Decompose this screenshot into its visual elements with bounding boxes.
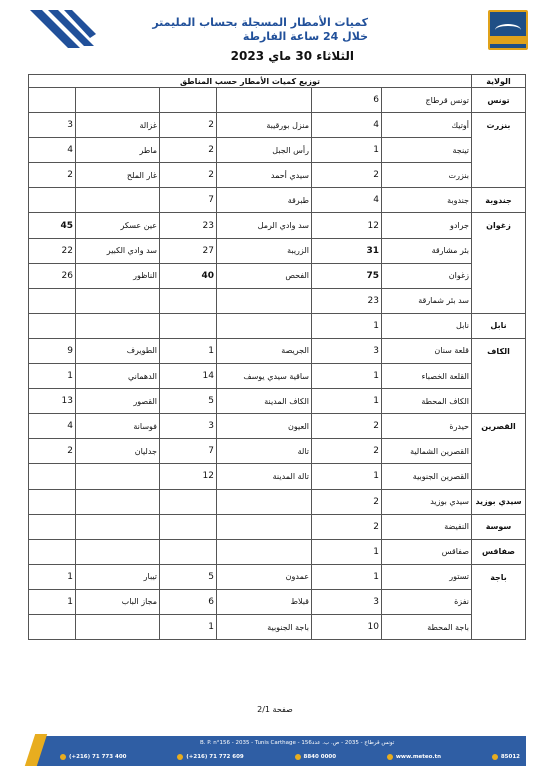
rainfall-value: 14: [160, 364, 217, 389]
station-name: جرادو: [382, 213, 472, 238]
rainfall-value: [29, 88, 76, 113]
station-name: تالة المدينة: [217, 464, 312, 489]
station-name: بنزرت: [382, 163, 472, 188]
rainfall-value: 2: [312, 439, 382, 464]
inm-logo: [488, 10, 528, 50]
wilaya-cell: [472, 238, 526, 263]
station-name: النفيضة: [382, 514, 472, 539]
station-name: مجاز الباب: [76, 589, 160, 614]
station-name: [76, 464, 160, 489]
table-row: [29, 338, 526, 363]
station-name: قلعة سنان: [382, 338, 472, 363]
table-header-row: [29, 75, 526, 88]
rainfall-value: 40: [160, 263, 217, 288]
rainfall-value: [29, 188, 76, 213]
table-row: [29, 238, 526, 263]
rainfall-value: 6: [312, 88, 382, 113]
rainfall-value: 3: [29, 113, 76, 138]
rainfall-value: 75: [312, 263, 382, 288]
footer-address: B. P. n°156 - 2035 - Tunis Carthage - تونس قرطاج - 2035 - ص. ب. عدد156: [200, 740, 395, 746]
station-name: غزالة: [76, 113, 160, 138]
globe-icon: [387, 754, 393, 760]
wilaya-cell: [472, 364, 526, 389]
station-name: ماطر: [76, 138, 160, 163]
station-name: عين عسكر: [76, 213, 160, 238]
rainfall-value: 4: [29, 414, 76, 439]
rainfall-value: [160, 288, 217, 313]
station-name: سيدي أحمد: [217, 163, 312, 188]
rainfall-value: [160, 313, 217, 338]
station-name: الناظور: [76, 263, 160, 288]
table-row: [29, 263, 526, 288]
wilaya-cell: [472, 389, 526, 414]
rainfall-value: 1: [160, 614, 217, 639]
title-line-2: خلال 24 ساعة الفارطة: [242, 30, 368, 43]
station-name: القصرين الجنوبية: [382, 464, 472, 489]
rainfall-value: 23: [160, 213, 217, 238]
station-name: قبلاط: [217, 589, 312, 614]
footer-contacts: [60, 754, 520, 760]
footer-phone-2: (+216) 71 772 609: [177, 754, 243, 760]
distribution-column-header: توزيع كميات الأمطار حسب المناطق: [29, 75, 472, 88]
page-footer: [0, 732, 550, 780]
station-name: جدليان: [76, 439, 160, 464]
rainfall-value: 5: [160, 389, 217, 414]
table-row: [29, 213, 526, 238]
footer-phone-3: 8840 0000: [295, 754, 337, 760]
station-name: [217, 489, 312, 514]
station-name: باجة الجنوبية: [217, 614, 312, 639]
station-name: حيدرة: [382, 414, 472, 439]
rainfall-value: 1: [29, 364, 76, 389]
wilaya-cell: [472, 263, 526, 288]
table-row: [29, 464, 526, 489]
station-name: الطويرف: [76, 338, 160, 363]
station-name: طبرقة: [217, 188, 312, 213]
wilaya-cell: [472, 464, 526, 489]
wilaya-cell: سوسة: [472, 514, 526, 539]
rainfall-value: 1: [312, 564, 382, 589]
station-name: القصور: [76, 389, 160, 414]
wilaya-cell: نابل: [472, 313, 526, 338]
station-name: عمدون: [217, 564, 312, 589]
wilaya-cell: صفاقس: [472, 539, 526, 564]
station-name: بئر مشارقة: [382, 238, 472, 263]
rainfall-value: 2: [160, 113, 217, 138]
station-name: [217, 514, 312, 539]
wilaya-cell: [472, 163, 526, 188]
station-name: الزريبة: [217, 238, 312, 263]
rainfall-value: 3: [312, 338, 382, 363]
sun-band-icon: [490, 36, 526, 44]
station-name: تيبار: [76, 564, 160, 589]
station-name: تينجة: [382, 138, 472, 163]
wilaya-cell: [472, 138, 526, 163]
decorative-stripes-icon: [28, 8, 98, 53]
wilaya-column-header: الولاية: [472, 75, 526, 88]
rainfall-value: 3: [160, 414, 217, 439]
rainfall-value: [160, 539, 217, 564]
rainfall-value: [29, 489, 76, 514]
table-row: [29, 539, 526, 564]
station-name: [217, 288, 312, 313]
station-name: تستور: [382, 564, 472, 589]
station-name: الدهماني: [76, 364, 160, 389]
station-name: [76, 88, 160, 113]
phone-icon: [295, 754, 301, 760]
station-name: صفاقس: [382, 539, 472, 564]
rainfall-value: 1: [29, 564, 76, 589]
station-name: [76, 539, 160, 564]
station-name: نابل: [382, 313, 472, 338]
rainfall-value: 1: [312, 464, 382, 489]
rainfall-value: 1: [160, 338, 217, 363]
rainfall-value: 9: [29, 338, 76, 363]
rainfall-value: 12: [312, 213, 382, 238]
rainfall-value: [160, 489, 217, 514]
table-row: [29, 439, 526, 464]
rainfall-value: 1: [29, 589, 76, 614]
table-row: [29, 564, 526, 589]
station-name: فوسانة: [76, 414, 160, 439]
station-name: تالة: [217, 439, 312, 464]
station-name: [76, 489, 160, 514]
table-row: [29, 163, 526, 188]
rainfall-value: [160, 514, 217, 539]
rainfall-value: 2: [29, 439, 76, 464]
wilaya-cell: زغوان: [472, 213, 526, 238]
rainfall-value: [29, 313, 76, 338]
station-name: أوتيك: [382, 113, 472, 138]
rainfall-value: 3: [312, 589, 382, 614]
footer-phone-4: 85012: [492, 754, 520, 760]
rainfall-value: [29, 464, 76, 489]
station-name: باجة المحطة: [382, 614, 472, 639]
rainfall-value: 7: [160, 439, 217, 464]
table-row: [29, 364, 526, 389]
table-row: [29, 414, 526, 439]
table-row: [29, 389, 526, 414]
station-name: نفزة: [382, 589, 472, 614]
station-name: [76, 313, 160, 338]
rainfall-value: 2: [312, 489, 382, 514]
wilaya-cell: الكاف: [472, 338, 526, 363]
station-name: ساقية سيدي يوسف: [217, 364, 312, 389]
table-row: [29, 614, 526, 639]
station-name: سد وادي الرمل: [217, 213, 312, 238]
rainfall-value: 26: [29, 263, 76, 288]
title-line-1: كميات الأمطار المسجلة بحساب المليمتر: [152, 16, 368, 29]
table-row: [29, 489, 526, 514]
phone-icon: [492, 754, 498, 760]
wilaya-cell: بنزرت: [472, 113, 526, 138]
rainfall-value: [29, 514, 76, 539]
rainfall-value: 4: [312, 188, 382, 213]
station-name: غار الملح: [76, 163, 160, 188]
rainfall-value: 13: [29, 389, 76, 414]
rainfall-value: 27: [160, 238, 217, 263]
rainfall-value: 10: [312, 614, 382, 639]
rainfall-value: 2: [312, 514, 382, 539]
phone-icon: [60, 754, 66, 760]
table-row: [29, 138, 526, 163]
station-name: سيدي بوزيد: [382, 489, 472, 514]
station-name: [217, 88, 312, 113]
rainfall-value: 1: [312, 138, 382, 163]
station-name: سد وادي الكبير: [76, 238, 160, 263]
wilaya-cell: سيدي بوزيد: [472, 489, 526, 514]
footer-website[interactable]: www.meteo.tn: [387, 754, 441, 760]
rainfall-value: 2: [29, 163, 76, 188]
rainfall-value: 2: [312, 414, 382, 439]
station-name: [217, 313, 312, 338]
rainfall-value: 2: [160, 163, 217, 188]
table-row: [29, 113, 526, 138]
station-name: [76, 188, 160, 213]
station-name: القلعة الخصباء: [382, 364, 472, 389]
wilaya-cell: [472, 288, 526, 313]
rainfall-value: 1: [312, 389, 382, 414]
table-row: [29, 88, 526, 113]
station-name: [76, 288, 160, 313]
rainfall-value: 1: [312, 313, 382, 338]
rainfall-value: 12: [160, 464, 217, 489]
wilaya-cell: القصرين: [472, 414, 526, 439]
station-name: [76, 514, 160, 539]
station-name: الفحص: [217, 263, 312, 288]
rainfall-value: 31: [312, 238, 382, 263]
station-name: [217, 539, 312, 564]
station-name: القصرين الشمالية: [382, 439, 472, 464]
table-row: [29, 589, 526, 614]
wave-icon: [495, 24, 521, 36]
station-name: سد بئر شمارقة: [382, 288, 472, 313]
rainfall-table: [28, 74, 526, 640]
report-date: الثلاثاء 30 ماي 2023: [230, 49, 354, 63]
rainfall-value: 1: [312, 539, 382, 564]
rainfall-value: 22: [29, 238, 76, 263]
station-name: جندوبة: [382, 188, 472, 213]
wilaya-cell: جندوبة: [472, 188, 526, 213]
station-name: الجريصة: [217, 338, 312, 363]
station-name: تونس قرطاج: [382, 88, 472, 113]
wilaya-cell: تونس: [472, 88, 526, 113]
rainfall-value: 2: [312, 163, 382, 188]
station-name: الكاف المدينة: [217, 389, 312, 414]
wilaya-cell: باجة: [472, 564, 526, 589]
rainfall-value: 45: [29, 213, 76, 238]
rainfall-value: [160, 88, 217, 113]
station-name: رأس الجبل: [217, 138, 312, 163]
rainfall-value: 2: [160, 138, 217, 163]
wilaya-cell: [472, 614, 526, 639]
rainfall-value: 1: [312, 364, 382, 389]
wilaya-cell: [472, 589, 526, 614]
table-row: [29, 288, 526, 313]
table-row: [29, 514, 526, 539]
rainfall-value: 7: [160, 188, 217, 213]
station-name: منزل بورقيبة: [217, 113, 312, 138]
station-name: الكاف المحطة: [382, 389, 472, 414]
rainfall-value: [29, 614, 76, 639]
table-row: [29, 313, 526, 338]
rainfall-value: 5: [160, 564, 217, 589]
page-header: [0, 0, 550, 70]
rainfall-value: [29, 539, 76, 564]
page-number: صفحة 2/1: [257, 705, 293, 714]
rainfall-value: 4: [29, 138, 76, 163]
station-name: [76, 614, 160, 639]
rainfall-value: 4: [312, 113, 382, 138]
rainfall-value: 6: [160, 589, 217, 614]
station-name: زغوان: [382, 263, 472, 288]
wilaya-cell: [472, 439, 526, 464]
rainfall-value: [29, 288, 76, 313]
phone-icon: [177, 754, 183, 760]
station-name: العيون: [217, 414, 312, 439]
table-row: [29, 188, 526, 213]
footer-phone-1: (+216) 71 773 400: [60, 754, 126, 760]
rainfall-value: 23: [312, 288, 382, 313]
